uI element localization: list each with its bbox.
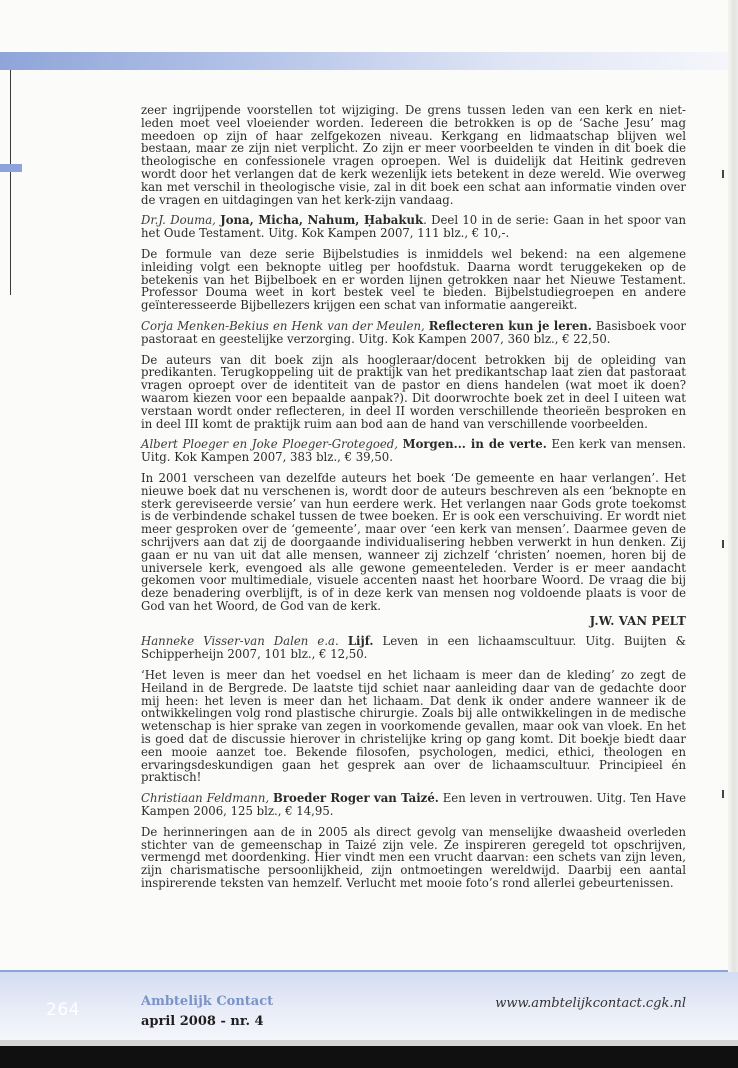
scan-edge [728, 0, 738, 1048]
book-title: Lijf. [347, 634, 374, 649]
review-text: De auteurs van dit boek zijn als hoogleraar/docent betrokken bij de opleiding van predikanten. Terugkoppeling uit de praktijk van het predikantschap laat zien dat pastoraat vragen oproept over de identiteit van de pastor en diens handelen (wat moet ik doen? waarom kiezen voor een bepaalde aanpak?). Dit doorwrochte boek zet in deel I uiteen wat verstaan wordt onder reflecteren, in deel II worden verschillende theorieën besproken en in deel III komt de praktijk ruim aan bod aan de hand van verschillende voorbeelden. [141, 352, 686, 431]
book-author: Hanneke Visser-van Dalen e.a. [141, 634, 348, 649]
book-details: Basisboek voor pastoraat en geestelijke verzorging. Uitg. Kok Kampen 2007, 360 blz., € 22,50. [141, 318, 686, 346]
binding-tick [722, 790, 724, 798]
book-author: Albert Ploeger en Joke Ploeger-Grotegoed, [141, 437, 403, 452]
book-title: Broeder Roger van Taizé. [273, 791, 439, 806]
review-text: De herinneringen aan de in 2005 als direct gevolg van menselijke dwaasheid overleden stichter van de gemeenschap in Taizé zijn vele. Ze inspireren geregeld tot opschrijven, vermengd met doordenking. Hier vindt men een vrucht daarvan: een schets van zijn leven, zijn charismatische persoonlijkheid, zijn ontmoetingen wereldwijd. Daarbij een aantal inspirerende teksten van hemzelf. Verlucht met mooie foto’s rond allerlei gebeurtenissen. [141, 824, 686, 891]
issue-label: april 2008 - nr. 4 [141, 1014, 264, 1029]
book-reference [141, 792, 686, 818]
book-reference [141, 320, 686, 346]
margin-marker [0, 164, 22, 172]
margin-rule [10, 70, 11, 295]
reviewer-signature: J.W. VAN PELT [589, 613, 686, 628]
review-text: ‘Het leven is meer dan het voedsel en het lichaam is meer dan de kleding’ zo zegt de Heiland in de Bergrede. De laatste tijd schiet naar aanleiding daar van de gedachte door mij heen: het leven is meer dan het lichaam. Dat denk ik onder andere wanneer ik de ontwikkelingen volg rond plastische chirurgie. Zoals bij alle ontwikkelingen in de medische wetenschap is hier sprake van zegen in voorkomende gevallen, maar ook van vloek. En het is goed dat de discussie hierover in christelijke kring op gang komt. Dit boekje biedt daar een mooie aanzet toe. Bekende filosofen, psychologen, medici, ethici, theologen en ervaringsdeskundigen gaan het gesprek aan over de lichaamscultuur. Principieel én praktisch! [141, 668, 686, 785]
book-reference [141, 438, 686, 464]
review-text: In 2001 verscheen van dezelfde auteurs het boek ‘De gemeente en haar verlangen’. Het nieuwe boek dat nu verschenen is, wordt door de auteurs beschreven als een ‘beknopte en sterk gereviseerde versie’ van hun eerdere werk. Het verlangen naar Gods grote toekomst is de verbindende schakel tussen de twee boeken. Er is ook een verschuiving. Er wordt niet meer gesproken over de ‘gemeente’, maar over ‘een kerk van mensen’. Daarmee geven de schrijvers aan dat zij de doorgaande individualisering hebben verwerkt in hun denken. Zij gaan er nu van uit dat alle mensen, wanneer zij zichzelf ‘christen’ noemen, horen bij de universele kerk, evengoed als alle gewone gemeenteleden. Verder is er meer aandacht gekomen voor multimediale, visuele accenten naast het hoorbare Woord. De vraag die bij deze benadering overblijft, is of in deze kerk van mensen nog voldoende plaats is voor de God van het Woord, de God van de kerk. [141, 470, 686, 613]
article-body [141, 104, 686, 898]
magazine-name: Ambtelijk Contact [141, 994, 274, 1009]
binding-tick [722, 170, 724, 178]
page-number: 264 [46, 1000, 80, 1020]
book-title: Jona, Micha, Nahum, Ḥabakuk [220, 213, 424, 228]
review-text: De formule van deze serie Bijbelstudies is inmiddels wel bekend: na een algemene inleiding volgt een beknopte uitleg per hoofdstuk. Daarna wordt teruggekeken op de betekenis van het Bijbelboek en er worden lijnen getrokken naar het Nieuwe Testament. Professor Douma weet in kort bestek veel te bieden. Bijbelstudiegroepen en andere geïnteresseerde Bijbellezers krijgen een schat van informatie aangereikt. [141, 246, 686, 313]
book-title: Morgen... in de verte. [402, 437, 547, 452]
scan-border [0, 1046, 738, 1068]
book-title: Reflecteren kun je leren. [428, 318, 592, 333]
header-color-band [0, 52, 728, 70]
book-details: . Deel 10 in de serie: Gaan in het spoor van het Oude Testament. Uitg. Kok Kampen 2007, 111 blz., € 10,-. [141, 213, 686, 241]
book-reference [141, 635, 686, 661]
binding-tick [722, 540, 724, 548]
website-link[interactable]: www.ambtelijkcontact.cgk.nl [495, 996, 686, 1011]
intro-paragraph: zeer ingrijpende voorstellen tot wijziging. De grens tussen leden van een kerk en niet-leden moet veel vloeiender worden. Iedereen die betrokken is op de ‘Sache Jesu’ mag meedoen op zijn of haar zelfgekozen niveau. Kerkgang en lidmaatschap blijven wel bestaan, maar ze zijn niet verplicht. Zo zijn er meer voorbeelden te vinden in dit boek die theologische en confessionele vragen oproepen. Wel is duidelijk dat Heitink gedreven wordt door het verlangen dat de kerk wezenlijk iets betekent in deze wereld. Wie overweg kan met verschil in theologische visie, zal in dit boek een schat aan informatie vinden over de vragen en uitdagingen van het kerk-zijn vandaag. [141, 103, 686, 207]
book-author: Corja Menken-Bekius en Henk van der Meulen, [141, 318, 429, 333]
book-author: Dr.J. Douma, [141, 213, 221, 228]
book-details: Een leven in vertrouwen. Uitg. Ten Have Kampen 2006, 125 blz., € 14,95. [141, 791, 687, 819]
book-details: Leven in een lichaamscultuur. Uitg. Buijten & Schipperheijn 2007, 101 blz., € 12,50. [141, 634, 686, 662]
book-reference [141, 214, 686, 240]
book-author: Christiaan Feldmann, [141, 791, 274, 806]
book-details: Een kerk van mensen. Uitg. Kok Kampen 2007, 383 blz., € 39,50. [141, 437, 686, 465]
